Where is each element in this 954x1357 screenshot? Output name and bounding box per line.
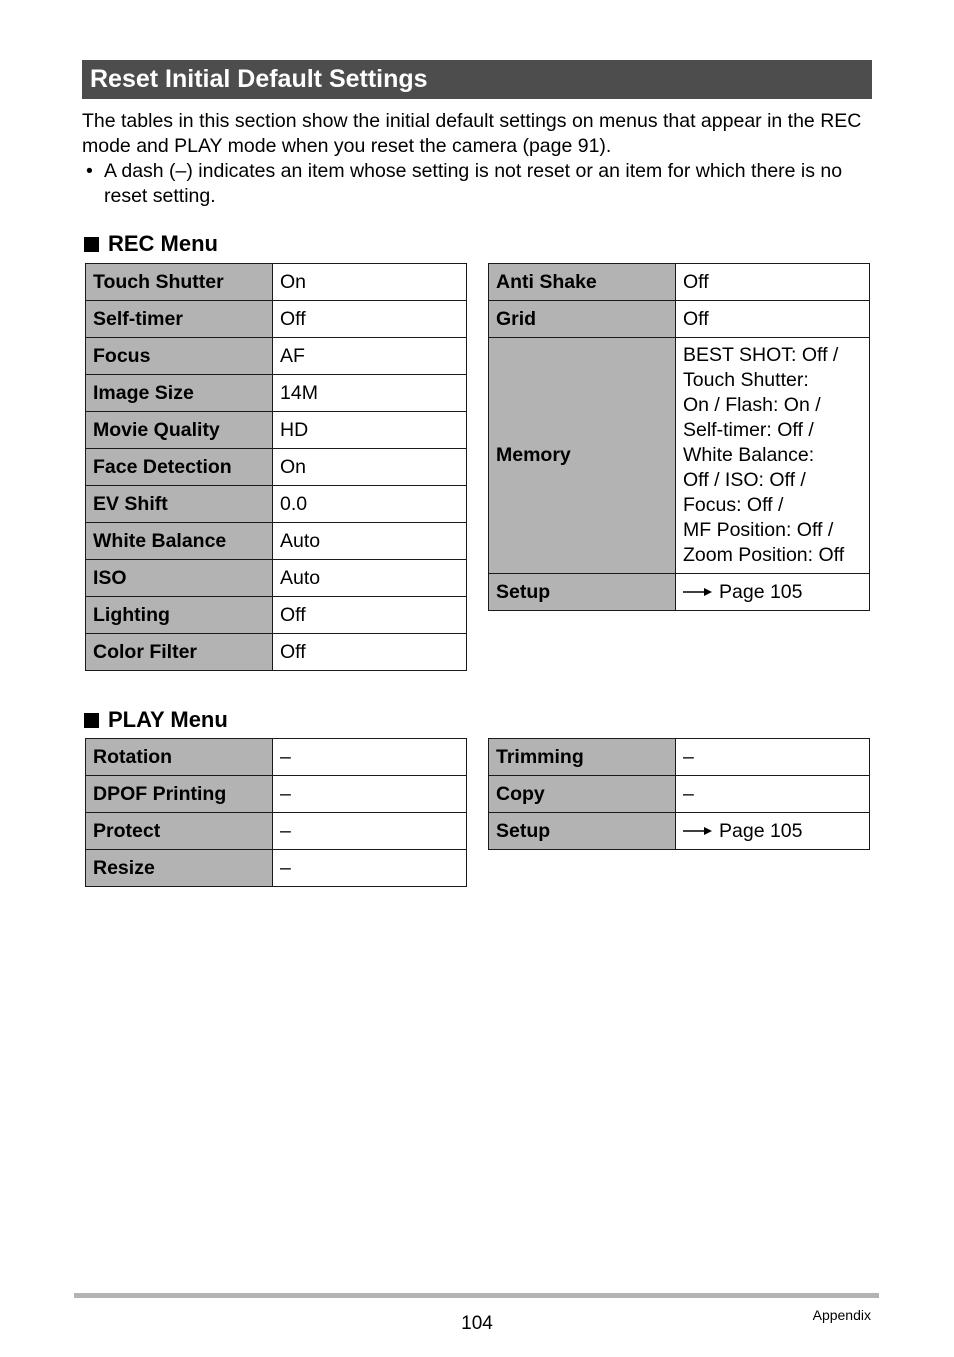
table-row-setup [489, 813, 870, 850]
setup-label: Setup [489, 574, 676, 611]
play-menu-table-left [85, 738, 467, 887]
memory-line: On / Flash: On / [683, 394, 821, 416]
setting-value: HD [273, 412, 467, 449]
setting-label: Anti Shake [489, 264, 676, 301]
setting-value: – [676, 739, 870, 776]
setting-label: ISO [86, 560, 273, 597]
play-menu-heading-text: PLAY Menu [108, 707, 228, 732]
setup-page-link: Page 105 [719, 580, 803, 603]
setting-value: 14M [273, 375, 467, 412]
table-row [86, 634, 467, 671]
bullet-icon: • [86, 160, 93, 182]
setting-label: EV Shift [86, 486, 273, 523]
rec-menu-heading-text: REC Menu [108, 231, 218, 256]
setup-value [676, 574, 870, 611]
table-row [86, 486, 467, 523]
table-row [86, 375, 467, 412]
setting-label: Grid [489, 301, 676, 338]
setting-label: Trimming [489, 739, 676, 776]
table-row [86, 338, 467, 375]
memory-line: Self-timer: Off / [683, 419, 814, 441]
setting-value: AF [273, 338, 467, 375]
setting-value: Off [676, 301, 870, 338]
setup-label: Setup [489, 813, 676, 850]
setting-label: Rotation [86, 739, 273, 776]
page-title: Reset Initial Default Settings [82, 60, 872, 99]
setting-label: Focus [86, 338, 273, 375]
setting-value: – [273, 739, 467, 776]
intro-bullet-text: A dash (–) indicates an item whose setting is not reset or an item for which there is no reset setting. [104, 160, 843, 207]
page-number: 104 [461, 1313, 493, 1334]
setting-label: Lighting [86, 597, 273, 634]
table-row [86, 739, 467, 776]
setting-value: – [273, 850, 467, 887]
table-row [489, 301, 870, 338]
setting-label: Image Size [86, 375, 273, 412]
black-square-icon [84, 713, 99, 728]
table-row [489, 739, 870, 776]
setting-value: 0.0 [273, 486, 467, 523]
table-row [489, 264, 870, 301]
play-menu-table-right [488, 738, 870, 850]
rec-menu-table-left [85, 263, 467, 671]
table-row [489, 776, 870, 813]
memory-line: White Balance: [683, 444, 815, 466]
setting-value: Off [273, 597, 467, 634]
setting-label: Face Detection [86, 449, 273, 486]
memory-line: Zoom Position: Off [683, 544, 845, 566]
table-row [86, 449, 467, 486]
rec-menu-heading [84, 230, 218, 258]
setting-value: Auto [273, 560, 467, 597]
setting-value: Off [273, 301, 467, 338]
memory-line: Focus: Off / [683, 494, 784, 516]
setting-value: On [273, 264, 467, 301]
setting-value: Off [273, 634, 467, 671]
table-row [86, 776, 467, 813]
table-row [86, 560, 467, 597]
setting-value: – [676, 776, 870, 813]
setup-page-link: Page 105 [719, 819, 803, 842]
setting-value: – [273, 776, 467, 813]
setting-label: Resize [86, 850, 273, 887]
setup-value [676, 813, 870, 850]
table-row [86, 850, 467, 887]
right-arrow-icon [683, 587, 713, 597]
memory-line: Off / ISO: Off / [683, 469, 806, 491]
rec-menu-table-right [488, 263, 870, 611]
setting-label: Touch Shutter [86, 264, 273, 301]
table-row [86, 264, 467, 301]
memory-value [676, 338, 870, 574]
intro-bullet [82, 159, 882, 209]
setting-label: White Balance [86, 523, 273, 560]
setting-label: Movie Quality [86, 412, 273, 449]
intro-paragraph: The tables in this section show the initial default settings on menus that appear in the REC mode and PLAY mode when you reset the camera (page 91). [82, 110, 862, 157]
setting-value: Off [676, 264, 870, 301]
section-label: Appendix [812, 1307, 871, 1323]
setting-value: – [273, 813, 467, 850]
table-row [86, 301, 467, 338]
memory-line: MF Position: Off / [683, 519, 834, 541]
intro-text [82, 109, 882, 209]
setting-label: Color Filter [86, 634, 273, 671]
setting-value: Auto [273, 523, 467, 560]
play-menu-heading [84, 706, 228, 734]
memory-line: Touch Shutter: [683, 369, 809, 391]
table-row [86, 813, 467, 850]
table-row-setup [489, 574, 870, 611]
setting-label: DPOF Printing [86, 776, 273, 813]
memory-line: BEST SHOT: Off / [683, 344, 839, 366]
setting-label: Protect [86, 813, 273, 850]
setting-value: On [273, 449, 467, 486]
memory-label: Memory [489, 338, 676, 574]
right-arrow-icon [683, 826, 713, 836]
table-row [86, 597, 467, 634]
table-row-memory [489, 338, 870, 574]
black-square-icon [84, 237, 99, 252]
setting-label: Self-timer [86, 301, 273, 338]
table-row [86, 523, 467, 560]
table-row [86, 412, 467, 449]
setting-label: Copy [489, 776, 676, 813]
footer-divider [74, 1293, 879, 1298]
